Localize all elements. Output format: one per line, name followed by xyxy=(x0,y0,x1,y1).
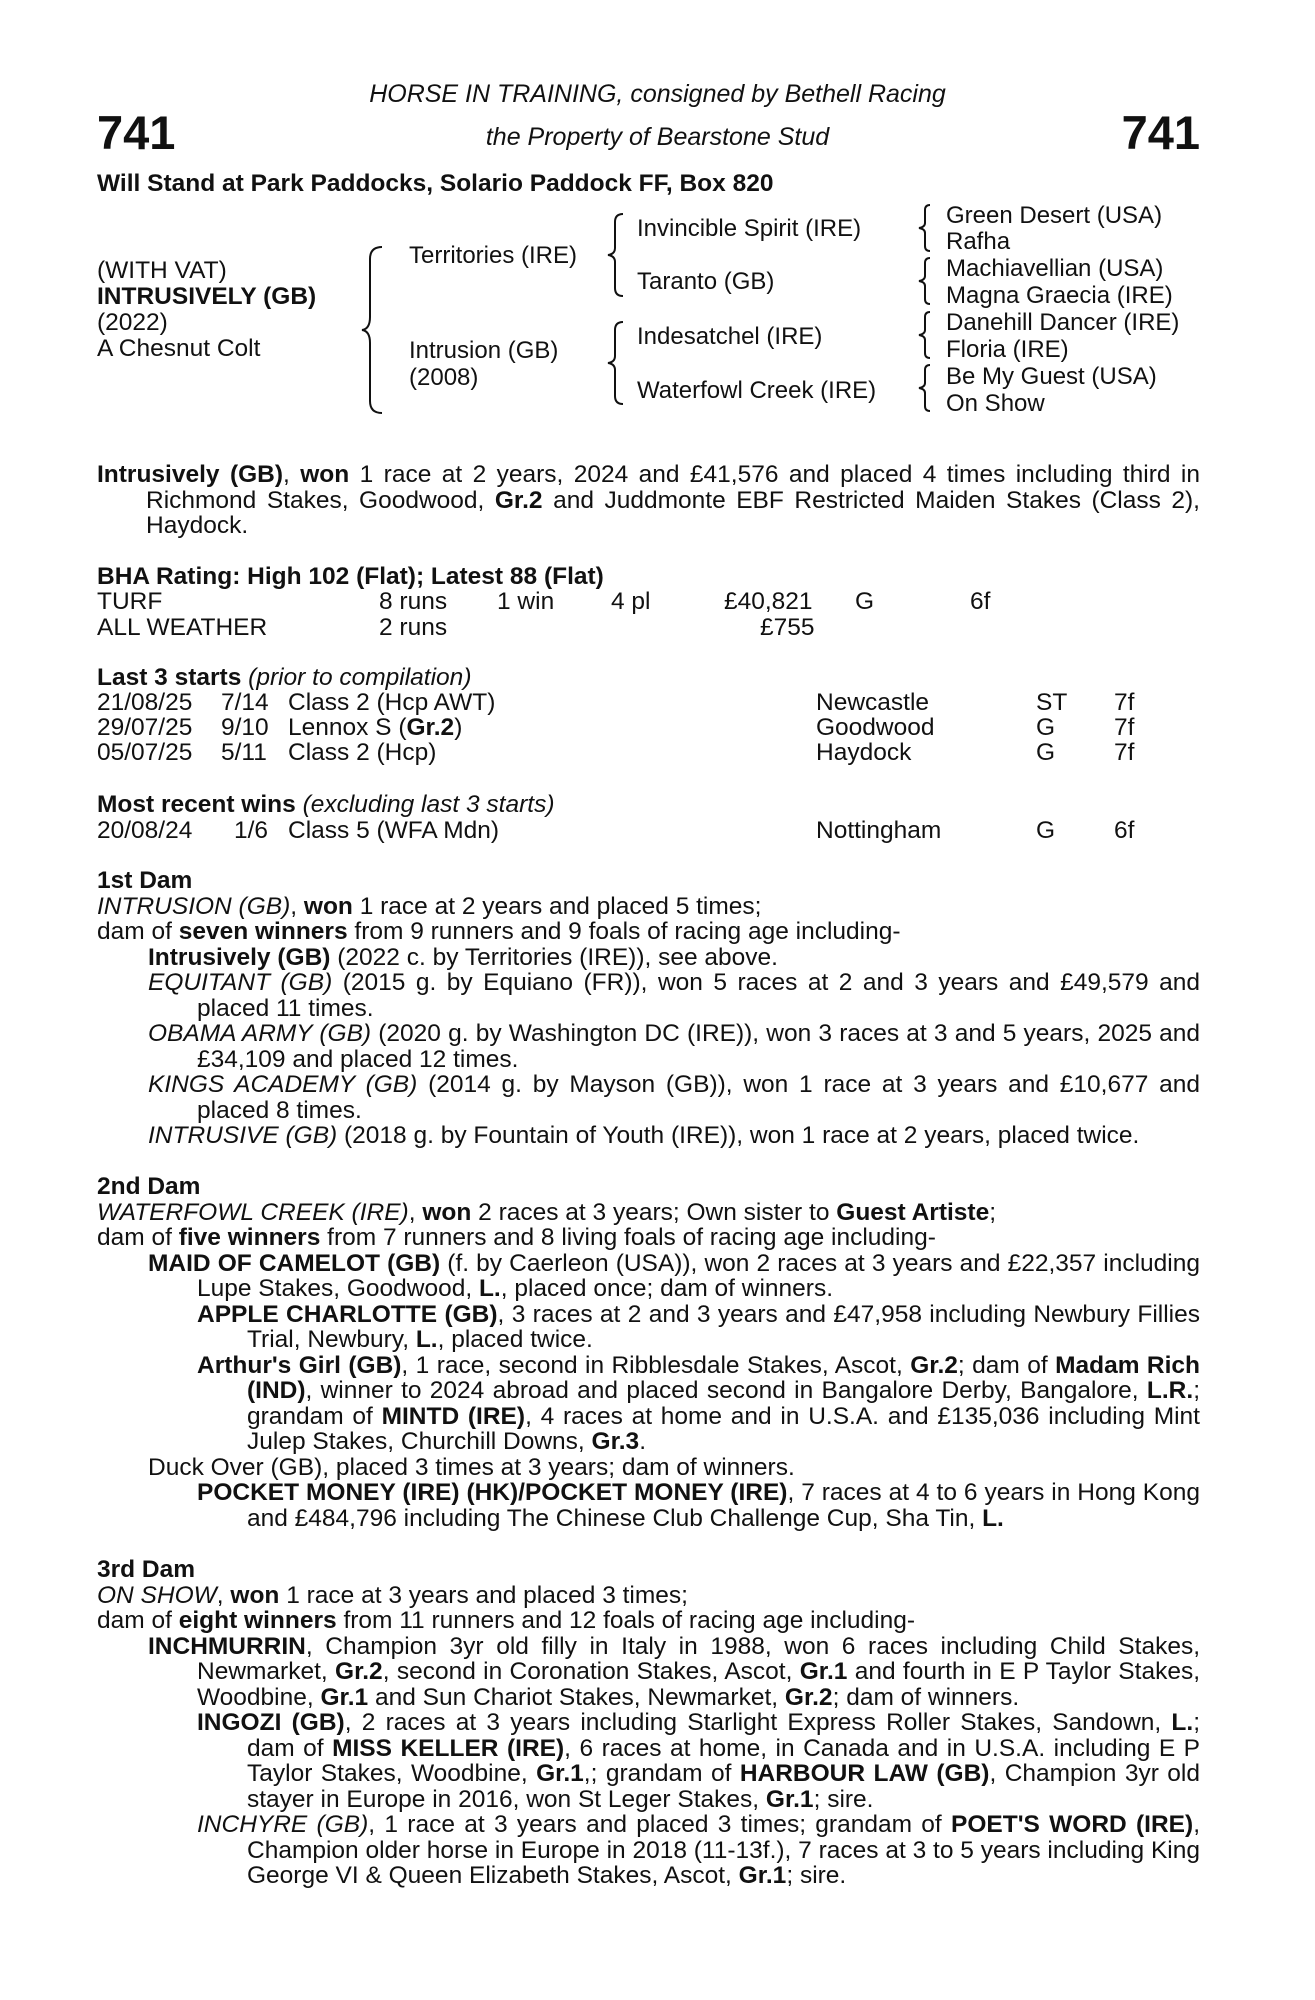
rating-turf-label: TURF xyxy=(97,588,163,615)
dam-of: dam of xyxy=(97,918,179,945)
second-dam-text: 2 races at 3 years; Own sister to xyxy=(471,1198,837,1226)
last3-heading xyxy=(97,665,471,691)
grade-mark: Gr.2 xyxy=(910,1351,958,1379)
pedigree-brace-sd xyxy=(916,256,936,306)
race-name-group: Lennox S (Gr.2) xyxy=(288,714,463,741)
race-name: Class 2 (Hcp) xyxy=(288,739,437,766)
produce-entry xyxy=(97,970,1200,1021)
pedigree-brace-dam xyxy=(605,320,629,406)
won-label: won xyxy=(303,892,353,920)
produce-text: ; dam of xyxy=(957,1351,1056,1379)
first-dam-produce-line xyxy=(97,919,1200,945)
produce-name: Madam Rich (IND) xyxy=(247,1351,1200,1404)
pedigree-brace-sire xyxy=(605,212,629,298)
produce-text: , placed twice. xyxy=(437,1326,593,1353)
second-dam-produce-line xyxy=(97,1225,1200,1251)
produce-text: , Champion older horse in Europe in 2018 (11-13f.), 7 races at 3 to 5 years including King George VI & Queen Elizabeth Stakes, Ascot, xyxy=(247,1811,1200,1889)
produce-summary: from 7 runners and 8 living foals of racing age including- xyxy=(320,1224,936,1251)
last3-row xyxy=(0,740,1315,766)
produce-text: ; dam of winners. xyxy=(832,1683,1020,1711)
third-dam-line: ON SHOW, won 1 race at 3 years and placed 3 times; xyxy=(97,1581,688,1609)
race-date: 29/07/25 xyxy=(97,714,193,741)
race-course: Nottingham xyxy=(816,817,942,844)
produce-text: , winner to 2024 abroad and placed second in Bangalore Derby, Bangalore, xyxy=(305,1377,1147,1404)
race-date: 20/08/24 xyxy=(97,817,193,844)
produce-name: HARBOUR LAW (GB) xyxy=(739,1760,990,1787)
rating-turf-wins: 1 win xyxy=(497,588,555,615)
produce-text: , 1 race, second in Ribblesdale Stakes, Ascot, xyxy=(401,1351,911,1379)
race-position: 1/6 xyxy=(234,817,269,844)
produce-text: , 1 race at 3 years and placed 3 times; grandam of xyxy=(368,1811,951,1838)
produce-text: ; grandam of xyxy=(247,1377,1200,1430)
listed-mark: L. xyxy=(982,1504,1004,1532)
second-dam-title: 2nd Dam xyxy=(97,1173,201,1200)
grade-mark: Gr.3 xyxy=(591,1428,640,1455)
lot-number-right: 741 xyxy=(1121,106,1200,159)
race-grade: Gr.2 xyxy=(406,714,455,741)
punct: ; xyxy=(989,1198,997,1226)
stand-location: Will Stand at Park Paddocks, Solario Paddock FF, Box 820 xyxy=(97,170,774,197)
rating-title: BHA Rating: High 102 (Flat); Latest 88 (Flat) xyxy=(97,563,604,590)
produce-text: (2014 g. by Mayson (GB)), won 1 race at 3 years and £10,677 and placed 8 times. xyxy=(197,1071,1200,1124)
produce-text: and fourth in E P Taylor Stakes, Woodbine, xyxy=(197,1658,1200,1711)
rating-aw-label: ALL WEATHER xyxy=(97,614,268,641)
produce-summary: from 11 runners and 12 foals of racing age including- xyxy=(336,1607,915,1634)
produce-text: ; sire. xyxy=(813,1785,874,1813)
produce-text: ,; grandam of xyxy=(583,1760,740,1787)
summary-horse-name: Intrusively (GB) xyxy=(97,461,284,488)
rating-turf-row xyxy=(0,589,1315,615)
produce-text: , Champion 3yr old stayer in Europe in 2016, won St Leger Stakes, xyxy=(247,1760,1200,1813)
produce-text: , 7 races at 4 to 6 years in Hong Kong and £484,796 including The Chinese Club Challenge Cup, Sha Tin, xyxy=(247,1479,1201,1532)
race-course: Haydock xyxy=(816,739,912,766)
last3-row xyxy=(0,715,1315,741)
race-distance: 6f xyxy=(1114,817,1135,844)
race-position: 5/11 xyxy=(221,739,267,766)
produce-entry xyxy=(97,1480,1200,1531)
produce-name: Intrusively (GB) xyxy=(148,943,331,971)
produce-name: INTRUSIVE (GB) xyxy=(148,1122,338,1149)
grade-mark: Gr.1 xyxy=(799,1658,848,1685)
pedigree-ddd: On Show xyxy=(946,390,1045,417)
produce-name: MAID OF CAMELOT (GB) xyxy=(148,1249,441,1277)
pedigree-ss: Invincible Spirit (IRE) xyxy=(637,215,862,242)
produce-name: POET'S WORD (IRE) xyxy=(951,1811,1194,1838)
dam-of: dam of xyxy=(97,1607,179,1634)
produce-text: ; dam of xyxy=(247,1709,1201,1762)
consignment-line: HORSE IN TRAINING, consigned by Bethell Racing xyxy=(369,80,946,108)
grade-mark: Gr.1 xyxy=(765,1785,814,1813)
rating-aw-row xyxy=(0,615,1315,641)
pedigree-sss: Green Desert (USA) xyxy=(946,202,1163,229)
last3-row xyxy=(0,690,1315,716)
produce-entry xyxy=(97,1353,1200,1455)
summary-gr2: Gr.2 xyxy=(494,486,543,514)
pedigree-dam-year: (2008) xyxy=(409,364,479,391)
pedigree-brace-ss xyxy=(916,203,936,253)
race-date: 05/07/25 xyxy=(97,739,193,766)
produce-entry xyxy=(97,1634,1200,1711)
horse-name: INTRUSIVELY (GB) xyxy=(97,283,317,310)
race-position: 7/14 xyxy=(221,689,269,716)
produce-name: KINGS ACADEMY (GB) xyxy=(148,1071,418,1098)
rating-turf-going: G xyxy=(855,588,875,615)
recent-title: Most recent wins xyxy=(97,791,296,818)
produce-name: INCHYRE (GB) xyxy=(197,1811,369,1838)
third-dam-section xyxy=(97,1557,1200,1889)
winners-count: five winners xyxy=(178,1224,321,1251)
listed-mark: L. xyxy=(1171,1709,1194,1736)
produce-text: , 3 races at 2 and 3 years and £47,958 including Newbury Fillies Trial, Newbury, xyxy=(247,1300,1200,1353)
produce-name: INGOZI (GB) xyxy=(197,1709,345,1736)
produce-text: , 4 races at home and in U.S.A. and £135,036 including Mint Julep Stakes, Churchill Downs, xyxy=(247,1402,1200,1455)
race-course: Newcastle xyxy=(816,689,930,716)
rating-turf-dist: 6f xyxy=(970,588,991,615)
race-going: G xyxy=(1036,817,1056,844)
summary-text1: 1 race at 2 years, 2024 and £41,576 and placed 4 times including third in Richmond Stakes, Goodwood, xyxy=(146,461,1200,514)
pedigree-sdd: Magna Graecia (IRE) xyxy=(946,282,1173,309)
produce-name: APPLE CHARLOTTE (GB) xyxy=(197,1300,498,1328)
pedigree-dam: Intrusion (GB) xyxy=(409,337,559,364)
race-distance: 7f xyxy=(1114,689,1135,716)
pedigree-sd: Taranto (GB) xyxy=(637,268,775,295)
vat-note: (WITH VAT) xyxy=(97,257,227,284)
grade-mark: Gr.1 xyxy=(536,1760,584,1787)
race-name: Class 2 (Hcp AWT) xyxy=(288,689,496,716)
produce-name: Arthur's Girl (GB) xyxy=(197,1351,402,1379)
pedigree-brace-dd xyxy=(916,363,936,413)
summary-paragraph: Intrusively (GB), won 1 race at 2 years, 2024 and £41,576 and placed 4 times including third in Richmond Stakes, Goodwood, Gr.2 and Juddmonte EBF Restricted Maiden Stakes (Class 2), Haydock. xyxy=(97,461,1200,539)
produce-name: INCHMURRIN xyxy=(148,1632,306,1660)
pedigree-sire: Territories (IRE) xyxy=(409,242,578,269)
race-name: Lennox S ( xyxy=(288,714,407,741)
second-dam-name: WATERFOWL CREEK (IRE) xyxy=(97,1198,409,1226)
pedigree-dss: Danehill Dancer (IRE) xyxy=(946,309,1180,336)
rating-turf-placed: 4 pl xyxy=(611,588,651,615)
grade-mark: Gr.1 xyxy=(738,1862,787,1889)
produce-text: (2015 g. by Equiano (FR)), won 5 races at 2 and 3 years and £49,579 and placed 11 times. xyxy=(197,969,1200,1022)
first-dam-name: INTRUSION (GB) xyxy=(97,892,291,920)
rating-turf-prize: £40,821 xyxy=(724,588,813,615)
pedigree-sds: Machiavellian (USA) xyxy=(946,255,1164,282)
won-label: won xyxy=(230,1581,280,1609)
listed-mark: L.R. xyxy=(1146,1377,1194,1404)
punct: . xyxy=(639,1428,647,1455)
produce-summary: from 9 runners and 9 foals of racing age including- xyxy=(347,918,901,945)
produce-name: MINTD (IRE) xyxy=(381,1402,526,1430)
grade-mark: Gr.2 xyxy=(784,1683,833,1711)
rating-turf-runs: 8 runs xyxy=(379,588,448,615)
produce-text: , Champion 3yr old filly in Italy in 1988, won 6 races including Child Stakes, Newmarket, xyxy=(197,1632,1200,1685)
recent-note: (excluding last 3 starts) xyxy=(302,791,555,818)
race-going: G xyxy=(1036,714,1056,741)
produce-entry xyxy=(97,1021,1200,1072)
pedigree-brace-main xyxy=(360,245,390,415)
listed-mark: L. xyxy=(478,1275,501,1302)
produce-entry xyxy=(97,1302,1200,1353)
produce-text: , placed once; dam of winners. xyxy=(500,1275,834,1302)
produce-entry xyxy=(97,1710,1200,1812)
produce-entry xyxy=(97,1072,1200,1123)
race-going: ST xyxy=(1036,689,1068,716)
last3-note: (prior to compilation) xyxy=(248,664,472,691)
produce-text: (2022 c. by Territories (IRE)), see above. xyxy=(330,943,778,971)
winners-count: eight winners xyxy=(178,1607,337,1634)
produce-name: MISS KELLER (IRE) xyxy=(332,1734,565,1762)
sister-name: Guest Artiste xyxy=(836,1198,990,1226)
lot-number-left: 741 xyxy=(97,106,176,159)
race-distance: 7f xyxy=(1114,739,1135,766)
produce-text: , 2 races at 3 years including Starlight Express Roller Stakes, Sandown, xyxy=(344,1709,1172,1736)
grade-mark: Gr.1 xyxy=(320,1683,369,1711)
last3-title: Last 3 starts xyxy=(97,664,242,691)
horse-year: (2022) xyxy=(97,309,168,336)
produce-entry xyxy=(97,1251,1200,1302)
produce-text: (f. by Caerleon (USA)), won 2 races at 3 years and £22,357 including Lupe Stakes, Goodwood, xyxy=(197,1249,1200,1302)
third-dam-produce-line xyxy=(97,1608,1200,1634)
produce-text: ; sire. xyxy=(786,1862,847,1889)
third-dam-name: ON SHOW xyxy=(97,1581,217,1609)
pedigree-ds: Indesatchel (IRE) xyxy=(637,323,823,350)
second-dam-line: WATERFOWL CREEK (IRE), won 2 races at 3 years; Own sister to Guest Artiste; xyxy=(97,1198,997,1226)
horse-description: A Chesnut Colt xyxy=(97,335,261,362)
third-dam-title: 3rd Dam xyxy=(97,1556,196,1583)
race-distance: 7f xyxy=(1114,714,1135,741)
rating-aw-runs: 2 runs xyxy=(379,614,448,641)
produce-name: OBAMA ARMY (GB) xyxy=(148,1020,372,1047)
pedigree-ssd: Rafha xyxy=(946,228,1011,255)
summary-won: won xyxy=(300,461,350,488)
produce-text: , second in Coronation Stakes, Ascot, xyxy=(382,1658,800,1685)
winners-count: seven winners xyxy=(178,918,348,945)
recent-heading xyxy=(97,792,554,818)
race-position: 9/10 xyxy=(221,714,269,741)
race-going: G xyxy=(1036,739,1056,766)
summary-text2: and Juddmonte EBF Restricted Maiden Stakes (Class 2), Haydock. xyxy=(146,486,1200,539)
produce-entry xyxy=(97,1123,1200,1149)
dam-of: dam of xyxy=(97,1224,179,1251)
won-label: won xyxy=(422,1198,472,1226)
first-dam-title: 1st Dam xyxy=(97,867,193,894)
first-dam-section xyxy=(97,868,1200,1149)
pedigree-dd: Waterfowl Creek (IRE) xyxy=(637,377,877,404)
property-line: the Property of Bearstone Stud xyxy=(485,123,830,151)
produce-entry xyxy=(97,945,1200,971)
race-name: Class 5 (WFA Mdn) xyxy=(288,817,500,844)
race-course: Goodwood xyxy=(816,714,935,741)
first-dam-line: INTRUSION (GB), won 1 race at 2 years and placed 5 times; xyxy=(97,892,762,920)
recent-row xyxy=(0,818,1315,844)
third-dam-text: 1 race at 3 years and placed 3 times; xyxy=(279,1581,688,1609)
pedigree-dds: Be My Guest (USA) xyxy=(946,363,1157,390)
second-dam-section xyxy=(97,1174,1200,1531)
first-dam-text: 1 race at 2 years and placed 5 times; xyxy=(352,892,762,920)
rating-aw-prize: £755 xyxy=(760,614,815,641)
produce-text: and Sun Chariot Stakes, Newmarket, xyxy=(368,1683,785,1711)
produce-name: POCKET MONEY (IRE) (HK)/POCKET MONEY (IRE) xyxy=(197,1479,788,1506)
produce-entry xyxy=(97,1812,1200,1889)
produce-entry: Duck Over (GB), placed 3 times at 3 years; dam of winners. xyxy=(148,1453,795,1481)
listed-mark: L. xyxy=(415,1326,438,1353)
race-date: 21/08/25 xyxy=(97,689,193,716)
pedigree-brace-ds xyxy=(916,310,936,360)
produce-text: (2020 g. by Washington DC (IRE)), won 3 races at 3 and 5 years, 2025 and £34,109 and placed 12 times. xyxy=(197,1020,1201,1073)
grade-mark: Gr.2 xyxy=(335,1658,383,1685)
produce-text: , 6 races at home, in Canada and in U.S.A. including E P Taylor Stakes, Woodbine, xyxy=(247,1734,1201,1787)
pedigree-dsd: Floria (IRE) xyxy=(946,336,1069,363)
produce-name: EQUITANT (GB) xyxy=(148,969,333,996)
produce-text: (2018 g. by Fountain of Youth (IRE)), won 1 race at 2 years, placed twice. xyxy=(337,1122,1140,1149)
